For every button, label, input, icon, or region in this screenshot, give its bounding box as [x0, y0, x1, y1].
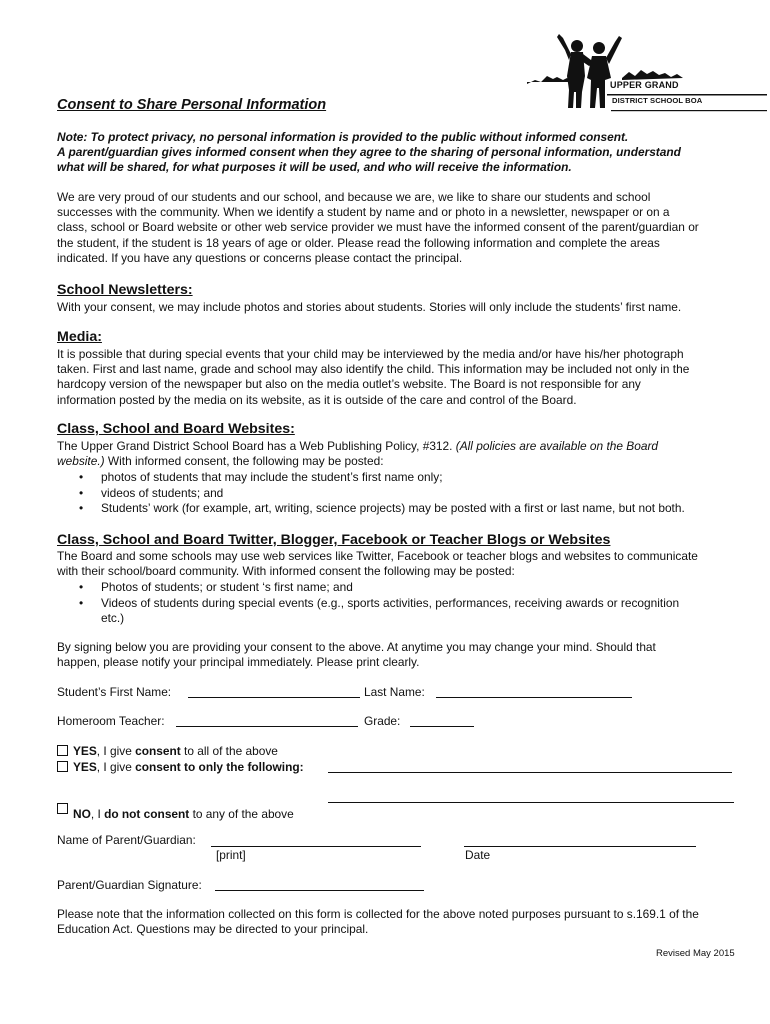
social-heading: Class, School and Board Twitter, Blogger, Facebook or Teacher Blogs or Websites [57, 532, 611, 548]
option-bold: do not consent [104, 807, 190, 821]
websites-line-text: With informed consent, the following may be posted: [104, 454, 384, 469]
websites-paragraph [57, 439, 658, 469]
parent-name-field[interactable] [211, 846, 421, 847]
logo-text-upper-grand: UPPER GRAND [610, 80, 679, 90]
last-name-field[interactable] [436, 697, 632, 698]
last-name-label: Last Name: [364, 685, 425, 699]
option-bold: consent [135, 744, 181, 758]
intro-line: indicated. If you have any questions or concerns please contact the principal. [57, 250, 463, 265]
social-bullet-2-cont: etc.) [101, 611, 125, 625]
checkbox-icon[interactable] [57, 803, 68, 814]
media-line: taken. First and last name, grade and school may also identify the child. This information may be included not only in the [57, 362, 690, 377]
media-line: It is possible that during special events that your child may be interviewed by the media and/or have his/her photograph [57, 347, 684, 361]
yes-label: YES [73, 744, 97, 758]
footer-paragraph [57, 907, 699, 937]
note-line: Note: To protect privacy, no personal information is provided to the public without informed consent. [57, 130, 629, 144]
signature-field[interactable] [215, 890, 424, 891]
grade-label: Grade: [364, 714, 401, 728]
websites-line-italic: website.) [57, 454, 105, 469]
grade-field[interactable] [410, 726, 474, 727]
newsletters-heading: School Newsletters: [57, 282, 193, 298]
websites-bullet-1: photos of students that may include the student’s first name only; [101, 470, 443, 484]
social-paragraph [57, 549, 698, 579]
consent-details-field-2[interactable] [328, 802, 734, 803]
children-mountains-logo-icon [527, 32, 770, 124]
websites-bullet-2: videos of students; and [101, 486, 224, 500]
bullet-icon: • [79, 501, 84, 515]
social-line: The Board and some schools may use web services like Twitter, Facebook or teacher blogs and websites to communicate [57, 549, 698, 563]
newsletters-text: With your consent, we may include photos and stories about students. Stories will only include the students’ first name. [57, 300, 682, 314]
websites-line-italic: (All policies are available on the Board [455, 439, 659, 453]
option-text: , I [90, 807, 105, 821]
no-consent-option[interactable] [57, 803, 294, 822]
media-line: information posted by the media on its website, as it is outside of the care and control of the Board. [57, 392, 577, 407]
websites-line-text: The Upper Grand District School Board has a Web Publishing Policy, #312. [57, 439, 456, 453]
option-text: , I give [96, 760, 136, 774]
date-label: Date [465, 848, 491, 862]
print-label: [print] [216, 848, 246, 862]
teacher-field[interactable] [176, 726, 358, 727]
parent-name-label: Name of Parent/Guardian: [57, 833, 196, 847]
checkbox-icon[interactable] [57, 761, 68, 772]
bullet-icon: • [79, 470, 84, 484]
bullet-icon: • [79, 486, 84, 500]
option-bold: consent to only the following: [135, 760, 304, 774]
websites-line [57, 439, 658, 454]
page-title: Consent to Share Personal Information [57, 97, 327, 113]
consent-some-option[interactable] [57, 760, 304, 775]
websites-line [57, 454, 658, 469]
first-name-label: Student’s First Name: [57, 685, 172, 699]
bullet-icon: • [79, 596, 84, 610]
media-line: hardcopy version of the newspaper but also on the media outlet’s website. The Board is not responsible for any [57, 377, 641, 392]
checkbox-icon[interactable] [57, 745, 68, 756]
consent-details-field[interactable] [328, 772, 732, 773]
option-text: to any of the above [189, 807, 294, 821]
teacher-label: Homeroom Teacher: [57, 714, 165, 728]
option-text: to all of the above [180, 744, 278, 758]
bullet-icon: • [79, 580, 84, 594]
social-bullet-2: Videos of students during special events (e.g., sports activities, performances, receiving awards or recognition [101, 596, 680, 610]
intro-paragraph [57, 190, 699, 266]
logo-text-district: DISTRICT SCHOOL BOA [612, 96, 703, 105]
consent-all-option[interactable] [57, 744, 278, 759]
websites-bullet-3: Students’ work (for example, art, writing, science projects) may be posted with a first or last name, but not both. [101, 501, 685, 515]
first-name-field[interactable] [188, 697, 360, 698]
media-paragraph [57, 347, 689, 408]
intro-line: class, school or Board website or other web service provider we must have the informed consent of the parent/guardian or [57, 220, 699, 235]
media-heading: Media: [57, 329, 102, 345]
note-line: what will be shared, for what purposes it will be used, and who will receive the information. [57, 160, 572, 174]
signing-paragraph [57, 640, 656, 670]
intro-line: successes with the community. When we identify a student by name and or photo in a newsletter, newspaper or on a [57, 205, 670, 220]
option-text: , I give [96, 744, 136, 758]
signature-label: Parent/Guardian Signature: [57, 878, 202, 892]
intro-line: We are very proud of our students and our school, and because we are, we like to share our students and school [57, 190, 651, 204]
no-label: NO [73, 807, 91, 821]
social-line: with their school/board community. With informed consent the following may be posted: [57, 564, 515, 579]
footer-line: Please note that the information collected on this form is collected for the above noted purposes pursuant to s.169.1 of the [57, 907, 699, 921]
intro-line: the student, if the student is 18 years of age or older. Please read the following information and complete the areas [57, 235, 660, 250]
signing-line: By signing below you are providing your consent to the above. At anytime you may change your mind. Should that [57, 640, 656, 654]
privacy-note [57, 130, 681, 175]
date-field[interactable] [464, 846, 696, 847]
signing-line: happen, please notify your principal immediately. Please print clearly. [57, 655, 420, 670]
websites-heading: Class, School and Board Websites: [57, 421, 295, 437]
revised-date: Revised May 2015 [656, 948, 735, 959]
footer-line: Education Act. Questions may be directed to your principal. [57, 922, 369, 937]
yes-label: YES [73, 760, 97, 774]
social-bullet-1: Photos of students; or student ‘s first name; and [101, 580, 353, 594]
note-line: A parent/guardian gives informed consent when they agree to the sharing of personal information, understand [57, 145, 681, 159]
